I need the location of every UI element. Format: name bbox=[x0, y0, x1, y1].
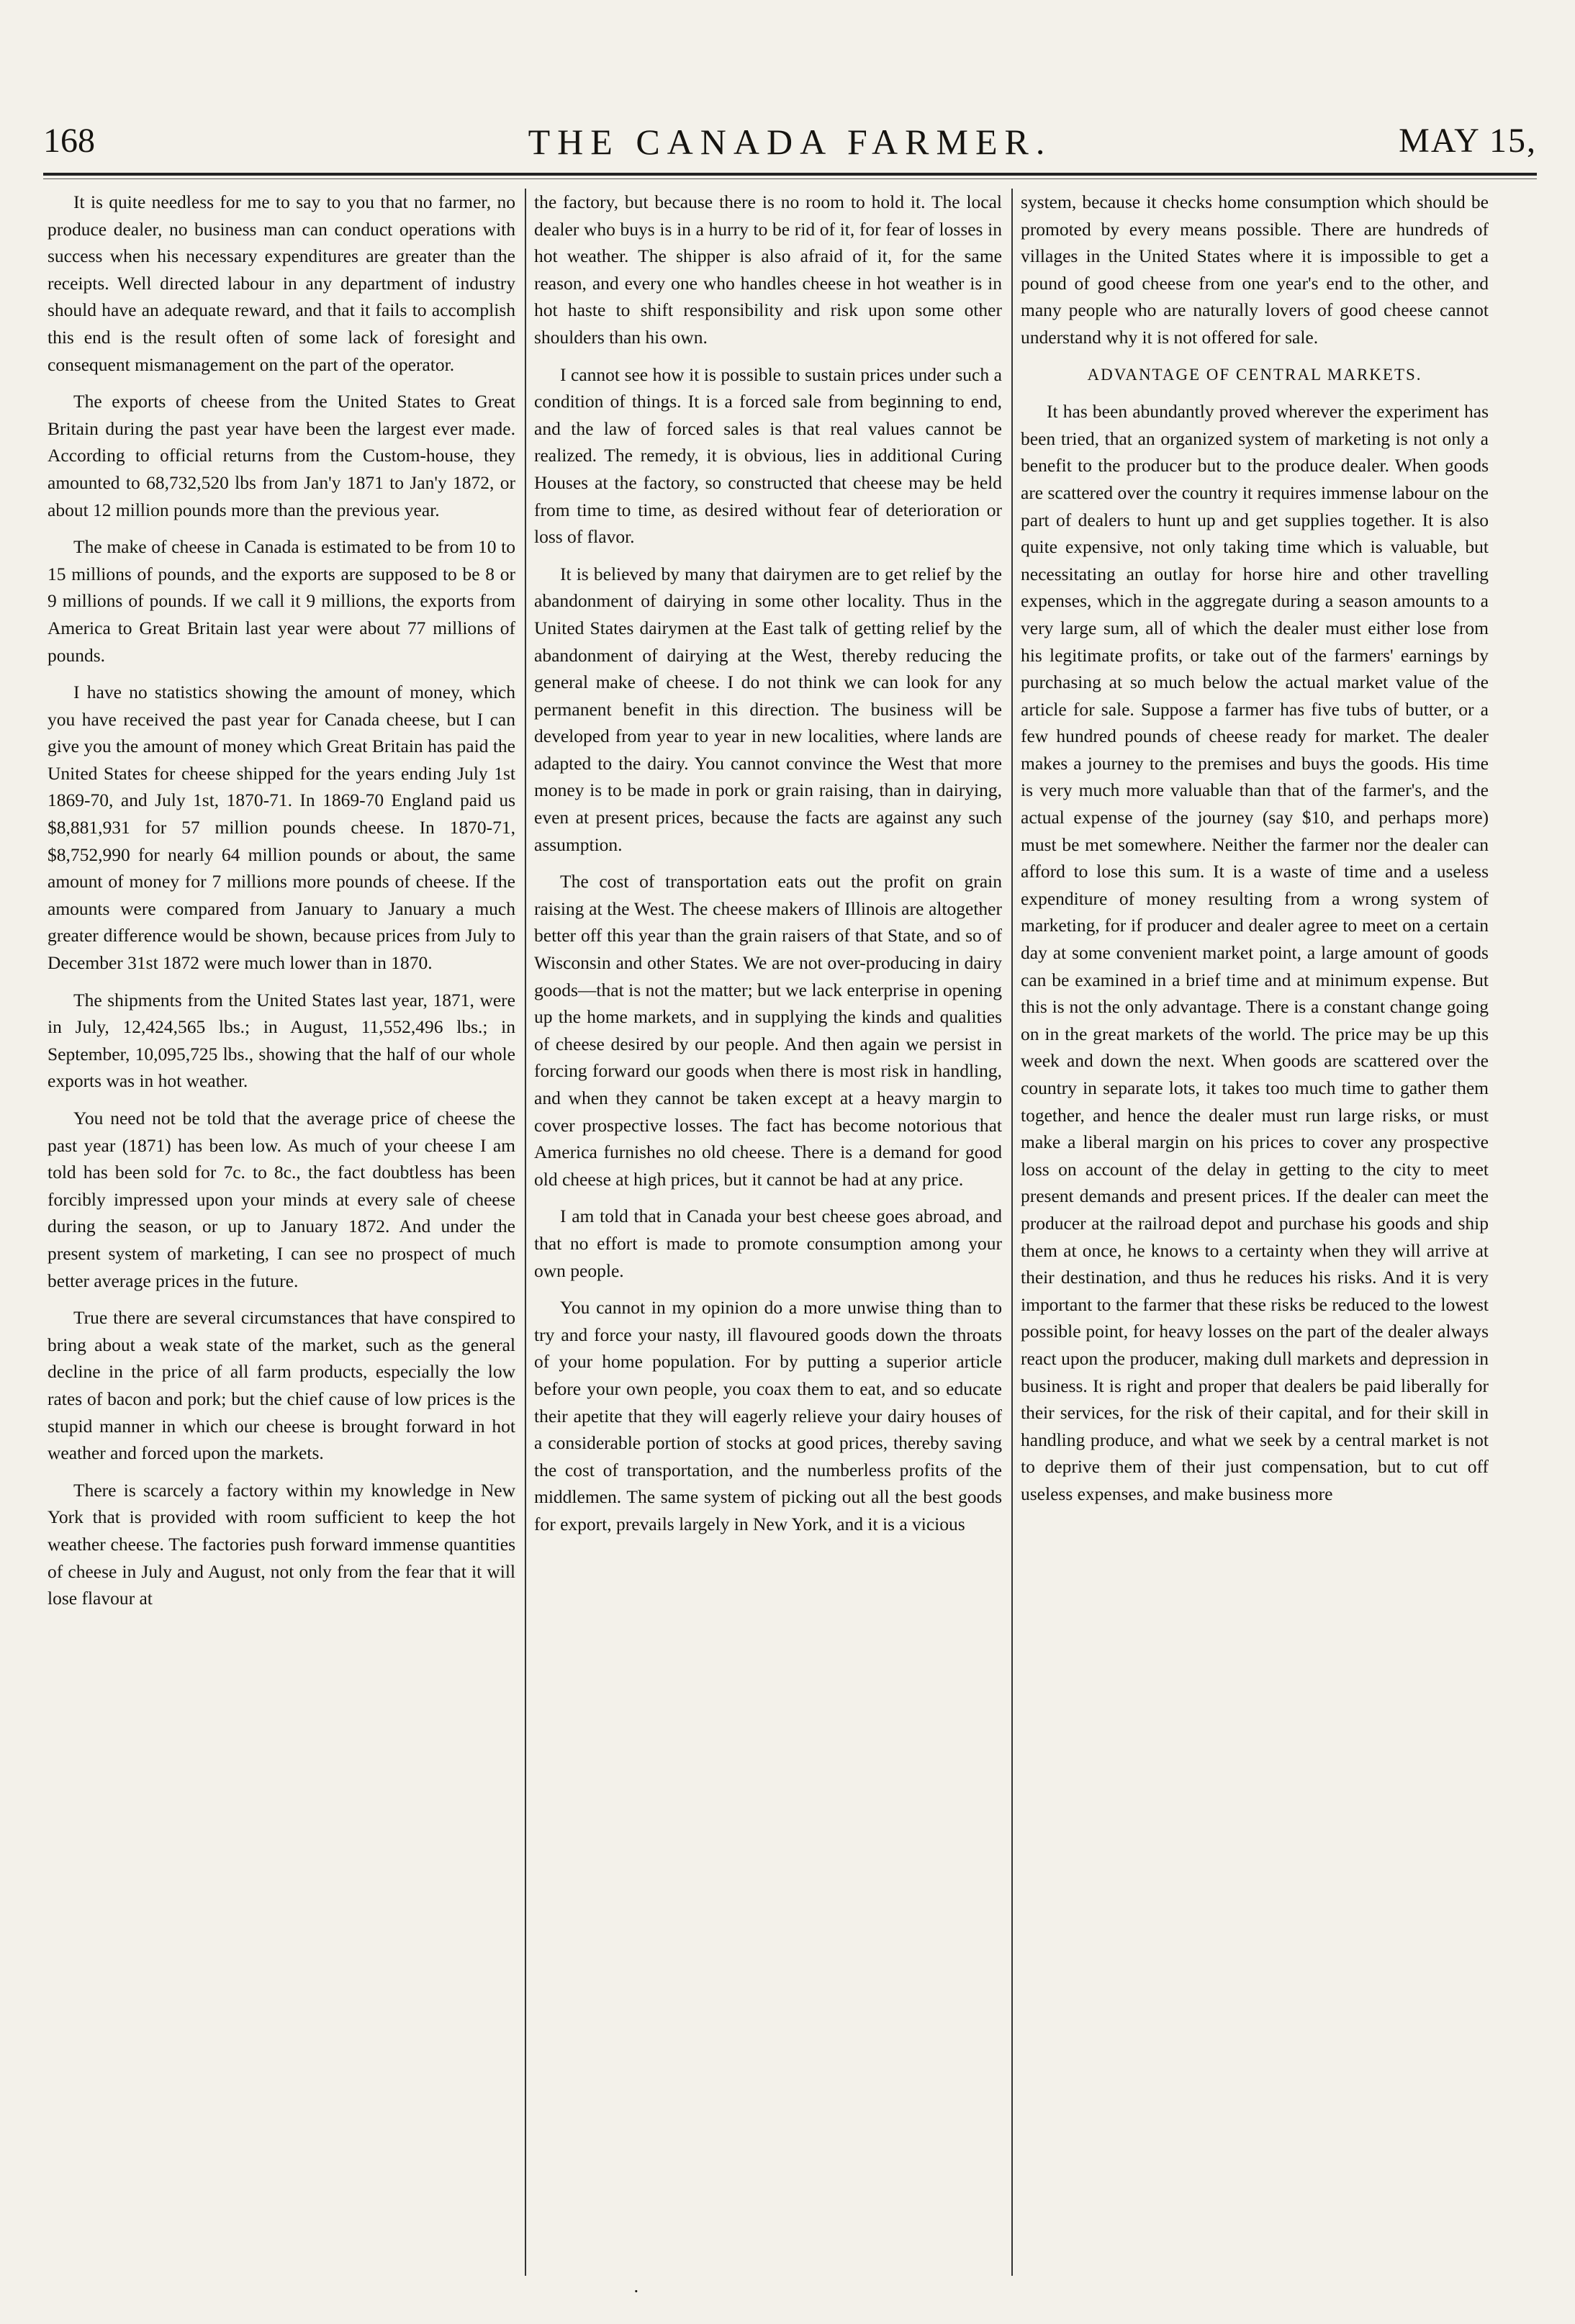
paragraph: I have no statistics showing the amount of money, which you have received the past year for Canada cheese, but I can give you the amount of money which Great Britain has paid the United States for cheese shipped for the years ending July 1st 1869-70, and July 1st, 1870-71. In 1869-70 England paid us $8,881,931 for 57 million pounds cheese. In 1870-71, $8,752,990 for nearly 64 million pounds or about, the same amount of money for 7 millions more pounds of cheese. If the amounts were compared from January to January a much greater difference would be shown, because prices from July to December 31st 1872 were much lower than in 1870. bbox=[48, 682, 515, 974]
paragraph: I cannot see how it is possible to sustain prices under such a condition of things. It is a forced sale from beginning to end, and the law of forced sales is that real values cannot be realized. The remedy, it is obvious, lies in additional Curing Houses at the factory, so constructed that cheese may be held from time to time, as desired without fear of deterioration or loss of flavor. bbox=[534, 363, 1002, 548]
page-header bbox=[43, 121, 1537, 171]
column-divider bbox=[1011, 189, 1013, 2276]
column-2 bbox=[534, 189, 1002, 2290]
paragraph: True there are several circumstances that have conspired to bring about a weak state of the market, such as the general decline in the price of all farm products, especially the low rates of bacon and pork; but the chief cause of low prices is the stupid manner in which our cheese is brought forward in hot weather and forced upon the markets. bbox=[48, 1307, 515, 1464]
issue-date: MAY 15, bbox=[1399, 122, 1537, 160]
paragraph: The shipments from the United States last year, 1871, were in July, 12,424,565 lbs.; in August, 11,552,496 lbs.; in September, 10,095,725 lbs., showing that the half of our whole exports was in hot weather. bbox=[48, 989, 515, 1092]
paragraph: It has been abundantly proved wherever the experiment has been tried, that an organized system of marketing is not only a benefit to the producer but to the produce dealer. When goods are scattered over the country it requires immense labour on the part of dealers to hunt up and get supplies together. It is also quite expensive, not only taking time which is valuable, but necessitating an outlay for horse hire and other travelling expenses, which in the aggregate during a season amounts to a very large sum, all of which the dealer must either lose from his legitimate profits, or take out of the farmers' earnings by purchasing at so much below the actual market value of the article for sale. Suppose a farmer has five tubs of butter, or a few hundred pounds of cheese ready for market. The dealer makes a journey to the premises and buys the goods. His time is very much more valuable than that of the farmer's, and the actual expense of the journey (say $10, and perhaps more) must be met somewhere. Neither the farmer nor the dealer can afford to lose this sum. It is a waste of time and a useless expenditure of money resulting from a wrong system of marketing, for if producer and dealer agree to meet on a certain day at some convenient market point, a large amount of goods can be examined in a brief time and at minimum expense. But this is not the only advantage. There is a constant change going on in the great markets of the world. The price may be up this week and down the next. When goods are scattered over the country in separate lots, it takes too much time to gather them together, and hence the dealer must run large risks, or must make a liberal margin on his prices to cover any prospective loss on account of the delay in getting to the city to meet present demands and present prices. If the dealer can meet the producer at the railroad depot and purchase his goods and ship them at once, he knows to a certainty when they will arrive at their destination, and thus he reduces his risks. And it is very important to the farmer that these risks be reduced to the lowest possible point, for heavy losses on the part of the dealer always react upon the producer, making dull markets and depression in business. It is right and proper that dealers be paid liberally for their services, for the risk of their capital, and for their skill in handling produce, and what we seek by a central market is not to deprive them of their just compensation, but to cut off useless expenses, and make business more bbox=[1021, 401, 1489, 1504]
paragraph: system, because it checks home consumption which should be promoted by every means possible. There are hundreds of villages in the United States where it is impossible to get a pound of good cheese from one year's end to the other, and many people who are naturally lovers of good cheese cannot understand why it is not offered for sale. bbox=[1021, 191, 1489, 348]
column-1 bbox=[48, 189, 515, 2290]
masthead-title: THE CANADA FARMER. bbox=[528, 122, 1052, 162]
paragraph: The exports of cheese from the United States to Great Britain during the past year have been the largest ever made. According to official returns from the Custom-house, they amounted to 68,732,520 lbs from Jan'y 1871 to Jan'y 1872, or about 12 million pounds more than the previous year. bbox=[48, 391, 515, 520]
page-number: 168 bbox=[43, 122, 95, 160]
paragraph: The cost of transportation eats out the profit on grain raising at the West. The cheese makers of Illinois are altogether better off this year than the grain raisers of that State, and so of Wisconsin and other States. We are not over-producing in dairy goods—that is not the matter; but we lack enterprise in opening up the home markets, and in supplying the kinds and qualities of cheese desired by our people. And then again we persist in forcing forward our goods when there is most risk in handling, and when they cannot be taken except at a heavy margin to cover prospective losses. The fact has become notorious that America furnishes no old cheese. There is a demand for good old cheese at high prices, but it cannot be had at any price. bbox=[534, 871, 1002, 1190]
header-rule bbox=[43, 173, 1537, 176]
paragraph: I am told that in Canada your best cheese goes abroad, and that no effort is made to promote consumption among your own people. bbox=[534, 1206, 1002, 1281]
column-divider bbox=[525, 189, 526, 2276]
paragraph: It is believed by many that dairymen are to get relief by the abandonment of dairying in some other locality. Thus in the United States dairymen at the East talk of getting relief by the abandonment of dairying at the West, thereby reducing the general make of cheese. I do not think we can look for any permanent benefit in this direction. The business will be developed from year to year in new localities, where lands are adapted to the dairy. You cannot convince the West that more money is to be made in pork or grain raising, than in dairying, even at present prices, because the facts are against any such assumption. bbox=[534, 563, 1002, 855]
paragraph: You need not be told that the average price of cheese the past year (1871) has been low. As much of your cheese I am told has been sold for 7c. to 8c., the fact doubtless has been forcibly impressed upon your minds at every sale of cheese during the season, or up to January 1872. And under the present system of marketing, I can see no prospect of much better average prices in the future. bbox=[48, 1108, 515, 1291]
header-rule-thin bbox=[43, 178, 1537, 179]
paragraph: The make of cheese in Canada is estimated to be from 10 to 15 millions of pounds, and the exports are supposed to be 8 or 9 millions of pounds. If we call it 9 millions, the exports from America to Great Britain last year were about 77 millions of pounds. bbox=[48, 536, 515, 666]
paragraph: the factory, but because there is no room to hold it. The local dealer who buys is in a hurry to be rid of it, for fear of losses in hot weather. The shipper is also afraid of it, for the same reason, and every one who handles cheese in hot weather is in hot haste to shift responsibility and risk upon some other shoulders than his own. bbox=[534, 191, 1002, 348]
paragraph: You cannot in my opinion do a more unwise thing than to try and force your nasty, ill flavoured goods down the throats of your home population. For by putting a superior article before your own people, you coax them to eat, and so educate their apetite that they will eagerly relieve your dairy houses of a considerable portion of stocks at good prices, thereby saving the cost of transportation, and the numberless profits of the middlemen. The same system of picking out all the best goods for export, prevails largely in New York, and it is a vicious bbox=[534, 1297, 1002, 1534]
section-heading: ADVANTAGE OF CENTRAL MARKETS. bbox=[1087, 365, 1422, 384]
column-3 bbox=[1021, 189, 1489, 2290]
paragraph: It is quite needless for me to say to you that no farmer, no produce dealer, no business man can conduct operations with success when his necessary expenditures are greater than the receipts. Well directed labour in any department of industry should have an adequate reward, and that it fails to accomplish this end is the result often of some lack of foresight and consequent mismanagement on the part of the operator. bbox=[48, 191, 515, 375]
ornament-mark: · bbox=[633, 2282, 639, 2302]
paragraph: There is scarcely a factory within my knowledge in New York that is provided with room sufficient to keep the hot weather cheese. The factories push forward immense quantities of cheese in July and August, not only from the fear that it will lose flavour at bbox=[48, 1479, 515, 1609]
